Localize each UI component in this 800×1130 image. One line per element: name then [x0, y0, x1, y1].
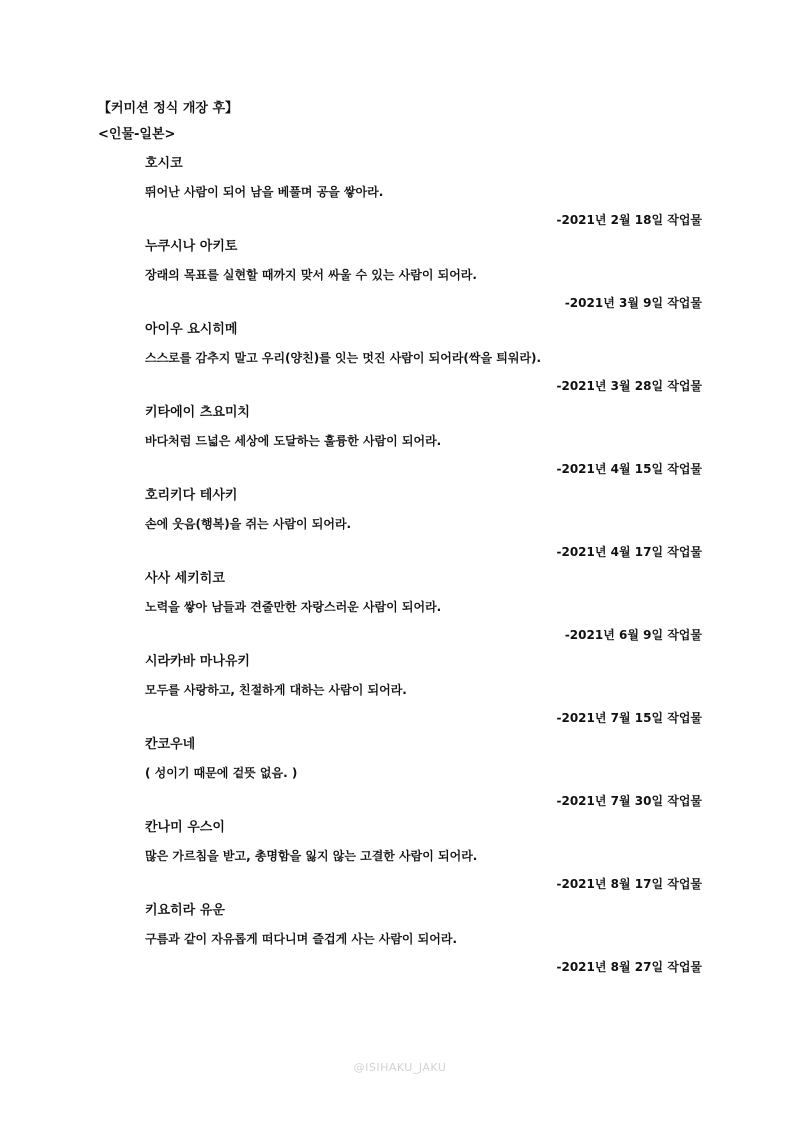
- entry-motto: 구름과 같이 자유롭게 떠다니며 즐겁게 사는 사람이 되어라.: [145, 932, 458, 946]
- entry-date: -2021년 7월 30일 작업물: [556, 794, 702, 808]
- entry-name: 키요히라 유운: [145, 903, 225, 918]
- entry-name: 칸나미 우스이: [145, 820, 225, 835]
- entry-name: 아이우 요시히메: [145, 322, 238, 337]
- entry-date: -2021년 7월 15일 작업물: [556, 711, 702, 725]
- entry-name: 칸코우네: [145, 737, 196, 752]
- entry-motto: 노력을 쌓아 남들과 견줄만한 자랑스러운 사람이 되어라.: [145, 600, 442, 614]
- entry-date: -2021년 4월 17일 작업물: [556, 545, 702, 559]
- entry-name: 시라카바 마나유키: [145, 654, 250, 669]
- entry-motto: 손에 웃음(행복)을 쥐는 사람이 되어라.: [145, 517, 352, 531]
- entry: [0, 737, 800, 820]
- entry: [0, 322, 800, 405]
- entry-motto: 장래의 목표를 실현할 때까지 맞서 싸울 수 있는 사람이 되어라.: [145, 268, 477, 282]
- entry-list: [0, 156, 800, 986]
- entry-date: -2021년 3월 9일 작업물: [564, 296, 702, 310]
- entry-name: 호리키다 테사키: [145, 488, 238, 503]
- entry-motto: 바다처럼 드넓은 세상에 도달하는 훌륭한 사람이 되어라.: [145, 434, 442, 448]
- document-category: <인물-일본>: [98, 127, 176, 142]
- entry-date: -2021년 2월 18일 작업물: [556, 213, 702, 227]
- entry-date: -2021년 8월 27일 작업물: [556, 960, 702, 974]
- document-title: 【커미션 정식 개장 후】: [98, 101, 239, 116]
- entry-date: -2021년 3월 28일 작업물: [556, 379, 702, 393]
- entry-name: 키타에이 츠요미치: [145, 405, 250, 420]
- entry-motto: 모두를 사랑하고, 친절하게 대하는 사람이 되어라.: [145, 683, 407, 697]
- entry: [0, 156, 800, 239]
- entry: [0, 820, 800, 903]
- entry-motto: 스스로를 감추지 말고 우리(양친)를 잇는 멋진 사람이 되어라(싹을 틔워라).: [145, 351, 542, 365]
- entry-date: -2021년 6월 9일 작업물: [564, 628, 702, 642]
- watermark: @ISIHAKU_JAKU: [353, 1061, 447, 1074]
- entry-name: 누쿠시나 아키토: [145, 239, 238, 254]
- entry: [0, 654, 800, 737]
- entry-date: -2021년 8월 17일 작업물: [556, 877, 702, 891]
- entry: [0, 903, 800, 986]
- entry-motto: 뛰어난 사람이 되어 남을 베풀며 공을 쌓아라.: [145, 185, 384, 199]
- entry-date: -2021년 4월 15일 작업물: [556, 462, 702, 476]
- entry: [0, 405, 800, 488]
- entry-name: 호시코: [145, 156, 183, 171]
- entry-motto: ( 성이기 때문에 겉뜻 없음. ): [145, 766, 298, 780]
- entry: [0, 239, 800, 322]
- entry-motto: 많은 가르침을 받고, 총명함을 잃지 않는 고결한 사람이 되어라.: [145, 849, 478, 863]
- entry-name: 사사 세키히코: [145, 571, 225, 586]
- entry: [0, 571, 800, 654]
- entry: [0, 488, 800, 571]
